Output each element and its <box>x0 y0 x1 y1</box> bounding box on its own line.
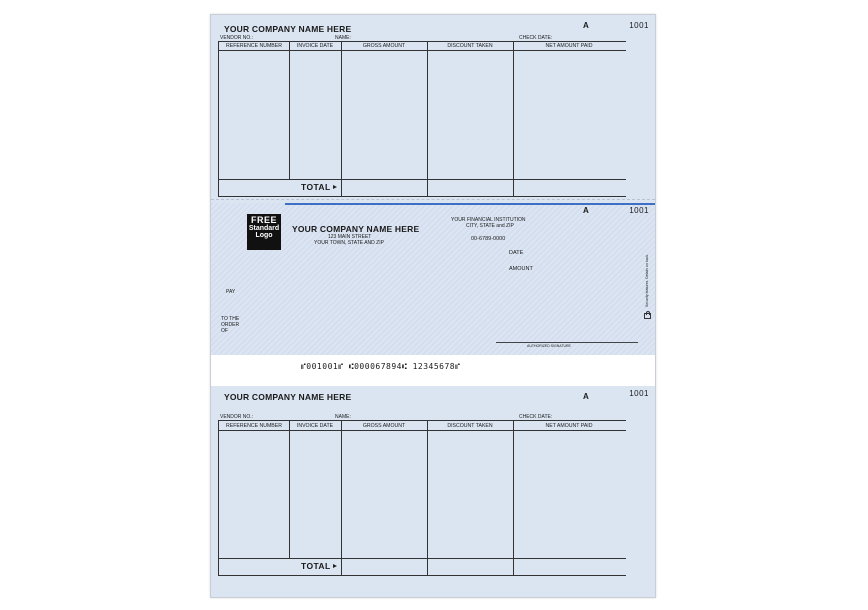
security-features-note: Security features. Details on back. <box>645 253 649 307</box>
col-gross-amount: GROSS AMOUNT <box>362 43 406 49</box>
col-gross-amount: GROSS AMOUNT <box>362 423 406 429</box>
col-invoice-date: INVOICE DATE <box>296 43 334 49</box>
pay-label: PAY <box>226 289 236 295</box>
company-address-line2: YOUR TOWN, STATE AND ZIP <box>314 240 384 246</box>
total-rule <box>218 179 626 180</box>
logo-line: Standard <box>248 225 280 232</box>
signature-line <box>496 342 638 343</box>
header-rule <box>218 41 626 42</box>
bottom-voucher-stub <box>211 386 655 597</box>
date-label: DATE <box>509 250 524 256</box>
stub-company-name: YOUR COMPANY NAME HERE <box>224 392 352 402</box>
col-divider <box>427 41 428 196</box>
total-arrow-icon <box>333 564 337 568</box>
bank-city: CITY, STATE and ZIP <box>466 223 514 229</box>
stub-check-number: 1001 <box>629 389 649 398</box>
check-company-name: YOUR COMPANY NAME HERE <box>292 224 420 234</box>
logo-line: FREE <box>250 215 277 225</box>
col-discount-taken: DISCOUNT TAKEN <box>447 43 493 49</box>
col-divider <box>289 41 290 179</box>
stub-letter: A <box>583 21 589 30</box>
col-discount-taken: DISCOUNT TAKEN <box>447 423 493 429</box>
bottom-rule <box>218 575 626 576</box>
col-divider <box>341 41 342 196</box>
col-net-amount-paid: NET AMOUNT PAID <box>545 43 593 49</box>
amount-label: AMOUNT <box>509 266 533 272</box>
perforation-line <box>211 199 655 200</box>
col-divider <box>427 420 428 575</box>
total-label: TOTAL <box>301 561 331 571</box>
col-reference-number: REFERENCE NUMBER <box>226 43 282 49</box>
top-voucher-stub <box>211 15 655 196</box>
order-label: ORDER <box>221 322 240 328</box>
col-invoice-date: INVOICE DATE <box>296 423 334 429</box>
of-label: OF <box>221 328 228 334</box>
name-label: NAME: <box>335 35 351 41</box>
table-border <box>218 41 219 196</box>
name-label: NAME: <box>335 414 351 420</box>
col-divider <box>341 420 342 575</box>
col-divider <box>289 420 290 558</box>
padlock-icon <box>644 313 651 319</box>
company-address-line1: 123 MAIN STREET <box>328 234 372 240</box>
stub-company-name: YOUR COMPANY NAME HERE <box>224 24 352 34</box>
check-date-label: CHECK DATE: <box>519 35 553 41</box>
col-divider <box>513 41 514 196</box>
signature-label: AUTHORIZED SIGNATURE <box>527 344 571 348</box>
micr-band <box>211 355 655 386</box>
to-the-label: TO THE <box>221 316 240 322</box>
total-rule <box>218 558 626 559</box>
check-letter: A <box>583 206 589 215</box>
vendor-no-label: VENDOR NO.: <box>220 414 254 420</box>
check-number: 1001 <box>629 206 649 215</box>
stub-check-number: 1001 <box>629 21 649 30</box>
header-rule <box>218 420 626 421</box>
bank-name: YOUR FINANCIAL INSTITUTION <box>451 217 526 223</box>
routing-fraction: 00-6789-0000 <box>471 236 506 242</box>
bottom-rule <box>218 196 626 197</box>
col-net-amount-paid: NET AMOUNT PAID <box>545 423 593 429</box>
col-divider <box>513 420 514 575</box>
total-arrow-icon <box>333 185 337 189</box>
col-reference-number: REFERENCE NUMBER <box>226 423 282 429</box>
micr-line: ⑈001001⑈ ⑆000067894⑆ 12345678⑈ <box>301 362 461 371</box>
check-date-label: CHECK DATE: <box>519 414 553 420</box>
table-border <box>218 420 219 575</box>
check-body <box>211 203 655 386</box>
header-bottom-rule <box>218 430 626 431</box>
logo-line: Logo <box>255 232 273 239</box>
security-accent-bar <box>285 203 655 205</box>
logo-badge <box>247 214 281 250</box>
check-form-sheet <box>210 14 656 598</box>
stub-letter: A <box>583 392 589 401</box>
vendor-no-label: VENDOR NO.: <box>220 35 254 41</box>
total-label: TOTAL <box>301 182 331 192</box>
header-bottom-rule <box>218 50 626 51</box>
